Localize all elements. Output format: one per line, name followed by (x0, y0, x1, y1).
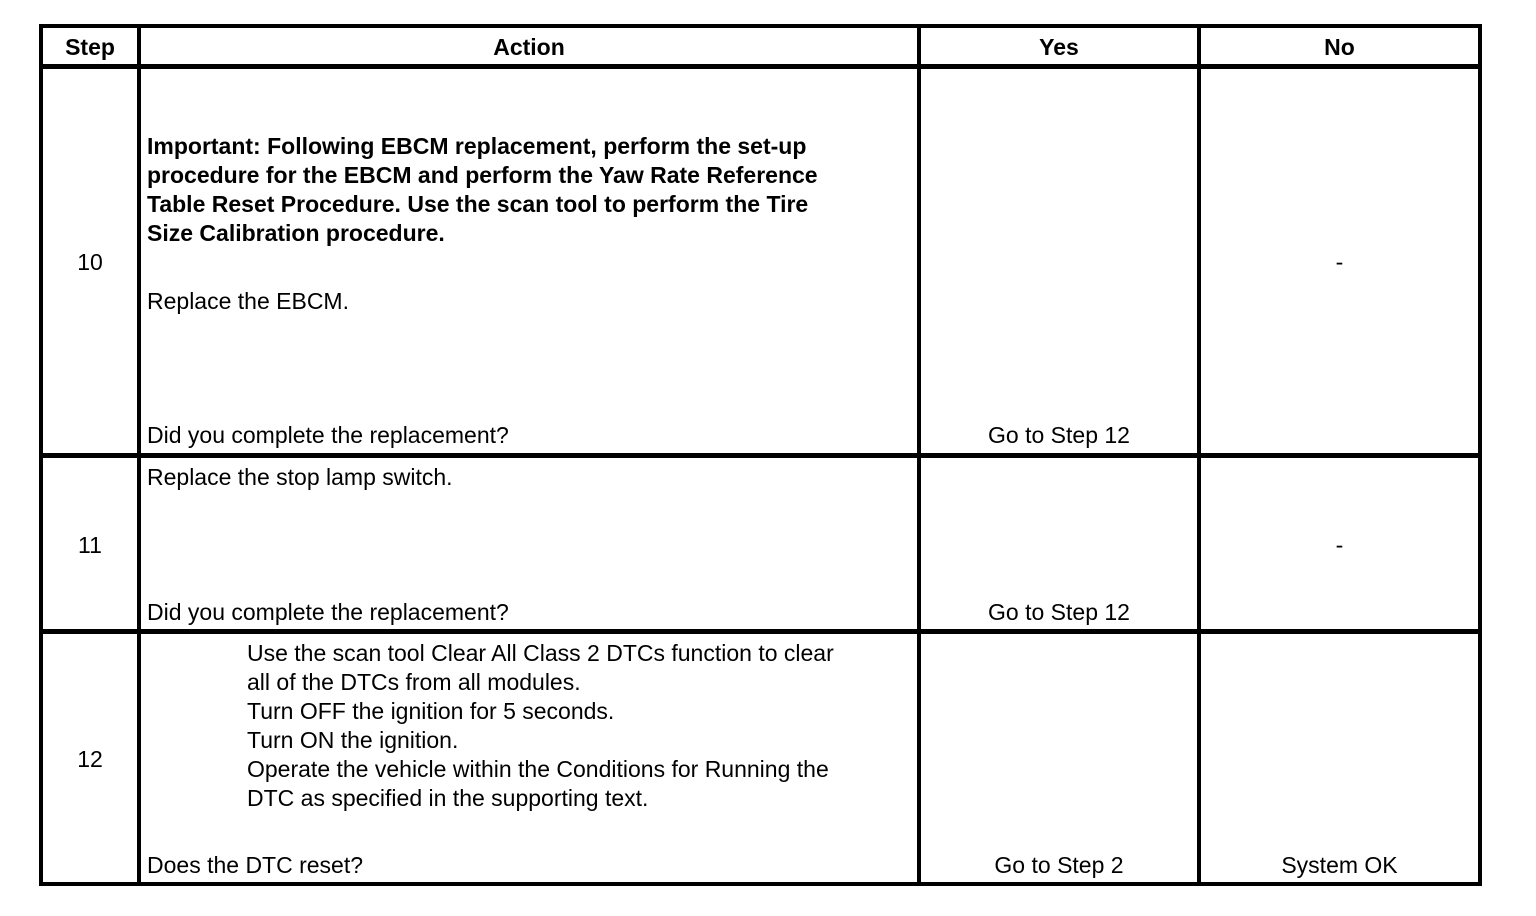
action-instruction: Replace the stop lamp switch. (147, 464, 453, 490)
no-result: System OK (1281, 852, 1398, 878)
yes-result: Go to Step 12 (988, 422, 1130, 448)
step-number: 12 (77, 746, 103, 772)
important-note (147, 132, 818, 248)
instruction-line: all of the DTCs from all modules. (247, 669, 581, 695)
yes-result: Go to Step 12 (988, 599, 1130, 625)
yes-result: Go to Step 2 (994, 852, 1124, 878)
step-number: 11 (78, 532, 102, 558)
action-question: Did you complete the replacement? (147, 599, 509, 625)
note-line: procedure for the EBCM and perform the Yaw Rate Reference (147, 162, 818, 188)
header-no: No (1324, 34, 1355, 60)
instruction-line: DTC as specified in the supporting text. (247, 785, 649, 811)
no-result: - (1335, 249, 1344, 275)
note-line: Table Reset Procedure. Use the scan tool to perform the Tire (147, 191, 809, 217)
header-step: Step (65, 34, 115, 60)
instruction-line: Turn ON the ignition. (247, 727, 459, 753)
action-question: Did you complete the replacement? (147, 422, 509, 448)
note-line: Size Calibration procedure. (147, 220, 445, 246)
action-instruction: Replace the EBCM. (147, 288, 349, 314)
instruction-line: Operate the vehicle within the Conditions for Running the (247, 756, 829, 782)
step-number: 10 (77, 249, 103, 275)
instruction-line: Turn OFF the ignition for 5 seconds. (247, 698, 615, 724)
header-yes: Yes (1039, 34, 1079, 60)
note-line: Important: Following EBCM replacement, perform the set-up (147, 133, 807, 159)
row-divider (39, 629, 1482, 634)
row-divider (39, 453, 1482, 458)
header-action: Action (493, 34, 565, 60)
no-result: - (1335, 532, 1344, 558)
action-question: Does the DTC reset? (147, 852, 364, 878)
instruction-line: Use the scan tool Clear All Class 2 DTCs function to clear (247, 640, 834, 666)
action-instruction-list (247, 639, 834, 813)
